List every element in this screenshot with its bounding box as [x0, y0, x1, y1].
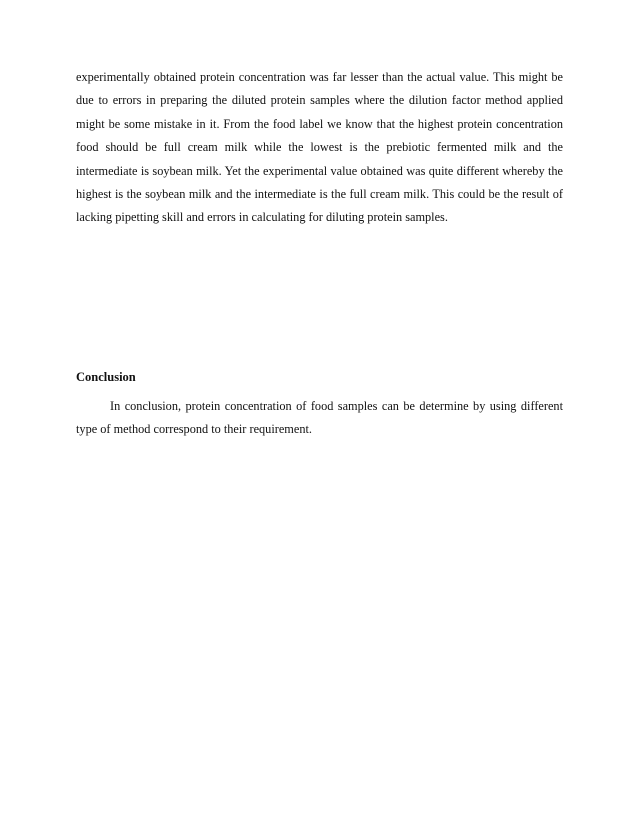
conclusion-paragraph: In conclusion, protein concentration of food samples can be determine by using different type of method correspond to their requirement. — [76, 399, 563, 437]
conclusion-heading: Conclusion — [76, 370, 136, 384]
discussion-paragraph: experimentally obtained protein concentration was far lesser than the actual value. This might be due to errors in preparing the diluted protein samples where the dilution factor method applied might be some mistake in it. From the food label we know that the highest protein concentration food should be full cream milk while the lowest is the prebiotic fermented milk and the intermediate is soybean milk. Yet the experimental value obtained was quite different whereby the highest is the soybean milk and the intermediate is the full cream milk. This could be the result of lacking pipetting skill and errors in calculating for diluting protein samples. — [76, 70, 563, 225]
